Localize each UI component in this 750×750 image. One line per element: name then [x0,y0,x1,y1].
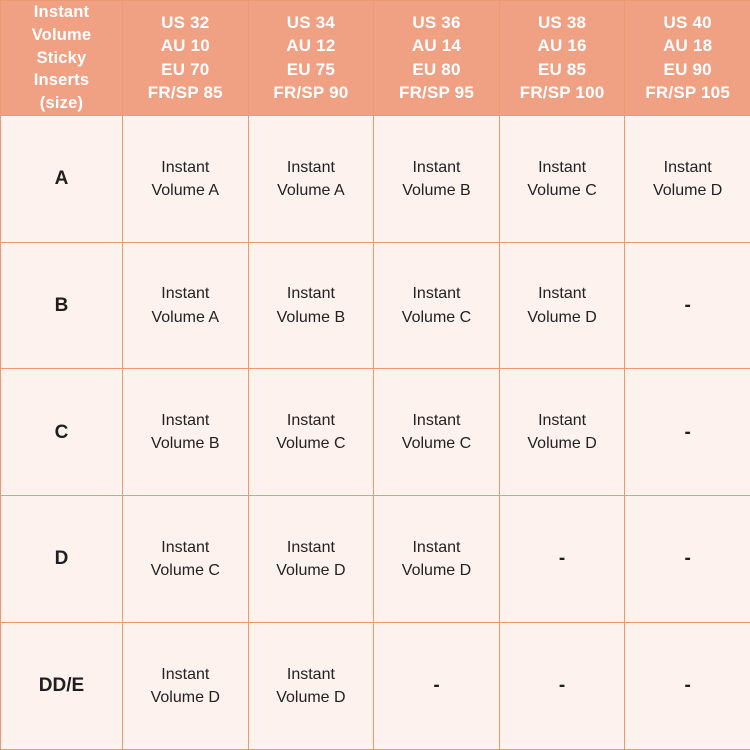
cell-line-2: Volume C [527,181,597,199]
cell-d-us40 [625,496,750,623]
cell-line-1: Instant [286,158,335,176]
column-header-line-frsp: FR/SP 95 [398,83,474,103]
cell-dde-us38 [499,623,625,750]
column-header-line-frsp: FR/SP 100 [519,83,605,103]
table-row [1,369,750,496]
cell-line-2: Volume C [401,308,472,326]
cell-line-1: Instant [538,158,587,176]
cell-line-2: Volume B [151,435,220,453]
cell-line-2: Volume A [277,181,345,199]
cell-dash: - [433,675,440,697]
cell-line-2: Volume C [150,562,220,580]
cell-line-1: Instant [161,665,210,683]
cell-a-us40 [625,115,750,242]
corner-label-line-4: Inserts [33,71,90,90]
column-header-line-au: AU 14 [411,36,462,56]
cell-line-2: Volume D [401,562,472,580]
cell-c-us38 [499,369,625,496]
column-header-line-us: US 36 [412,13,461,32]
cell-dash: - [684,294,691,316]
column-header-us36 [374,1,500,116]
cell-line-2: Volume D [527,308,597,326]
cell-a-us38 [499,115,625,242]
cell-line-2: Volume B [402,181,471,199]
corner-label-line-5: (size) [39,94,84,113]
column-header-line-eu: EU 85 [537,59,587,79]
column-header-us38 [499,1,625,116]
cell-line-1: Instant [286,539,335,557]
cell-dde-us32 [123,623,249,750]
cell-d-us36 [374,496,500,623]
cell-b-us36 [374,242,500,369]
cell-line-1: Instant [161,285,210,303]
corner-header-cell [1,1,123,116]
cell-dash: - [558,548,566,570]
column-header-line-au: AU 16 [537,36,587,56]
column-header-line-eu: EU 90 [663,59,712,79]
cell-dash: - [684,548,691,570]
cell-line-1: Instant [412,412,461,430]
cell-b-us40 [625,242,750,369]
cell-line-1: Instant [538,412,587,430]
cell-c-us40 [625,369,750,496]
cell-dash: - [684,421,691,443]
table-row [1,496,750,623]
cell-line-2: Volume D [150,689,220,707]
corner-label-line-3: Sticky [36,48,87,67]
table-row [1,115,750,242]
column-header-line-us: US 40 [663,13,712,32]
column-header-line-us: US 34 [286,13,336,32]
column-header-line-au: AU 18 [663,36,713,56]
cell-dde-us40 [625,623,750,750]
row-label-dd-e: DD/E [1,623,123,750]
column-header-line-eu: EU 70 [161,59,210,79]
cell-dash: - [684,675,691,697]
cell-line-1: Instant [412,158,461,176]
cell-line-1: Instant [286,285,335,303]
cell-line-2: Volume C [401,435,472,453]
column-header-line-frsp: FR/SP 105 [645,83,730,103]
cell-line-2: Volume B [276,308,346,326]
table-header-row [1,1,750,116]
column-header-line-au: AU 12 [286,36,336,56]
cell-a-us36 [374,115,500,242]
column-header-us34 [248,1,374,116]
cell-line-1: Instant [286,412,335,430]
cell-line-2: Volume C [276,435,346,453]
row-label-c: C [1,369,123,496]
row-label-d: D [1,496,123,623]
cell-d-us38 [499,496,625,623]
column-header-line-us: US 32 [161,13,210,32]
cell-line-1: Instant [161,539,210,557]
cell-c-us34 [248,369,374,496]
cell-line-1: Instant [538,285,587,303]
corner-label-line-1: Instant [33,3,90,21]
cell-line-1: Instant [412,285,461,303]
row-label-b: B [1,242,123,369]
cell-dde-us36 [374,623,500,750]
cell-d-us34 [248,496,374,623]
cell-a-us34 [248,115,374,242]
cell-line-1: Instant [286,665,335,683]
cell-b-us34 [248,242,374,369]
cell-line-2: Volume D [276,689,346,707]
cell-line-1: Instant [161,158,210,176]
cell-line-1: Instant [161,412,210,430]
column-header-line-frsp: FR/SP 90 [273,83,349,103]
cell-line-2: Volume A [151,308,220,326]
cell-line-1: Instant [663,158,712,176]
cell-line-1: Instant [412,539,461,557]
cell-d-us32 [123,496,249,623]
cell-b-us38 [499,242,625,369]
column-header-line-frsp: FR/SP 85 [147,83,223,103]
column-header-line-eu: EU 80 [412,59,461,79]
column-header-line-us: US 38 [537,13,587,32]
table-row [1,623,750,750]
cell-b-us32 [123,242,249,369]
cell-dde-us34 [248,623,374,750]
column-header-line-eu: EU 75 [286,59,336,79]
cell-dash: - [558,675,566,697]
cell-c-us32 [123,369,249,496]
column-header-line-au: AU 10 [160,36,210,56]
cell-c-us36 [374,369,500,496]
cell-line-2: Volume D [527,435,597,453]
cell-a-us32 [123,115,249,242]
table-row [1,242,750,369]
column-header-us32 [123,1,249,116]
cell-line-2: Volume A [151,181,220,199]
column-header-us40 [625,1,750,116]
corner-label-line-2: Volume [31,25,92,44]
cell-line-2: Volume D [652,181,723,199]
cell-line-2: Volume D [276,562,346,580]
row-label-a: A [1,115,123,242]
